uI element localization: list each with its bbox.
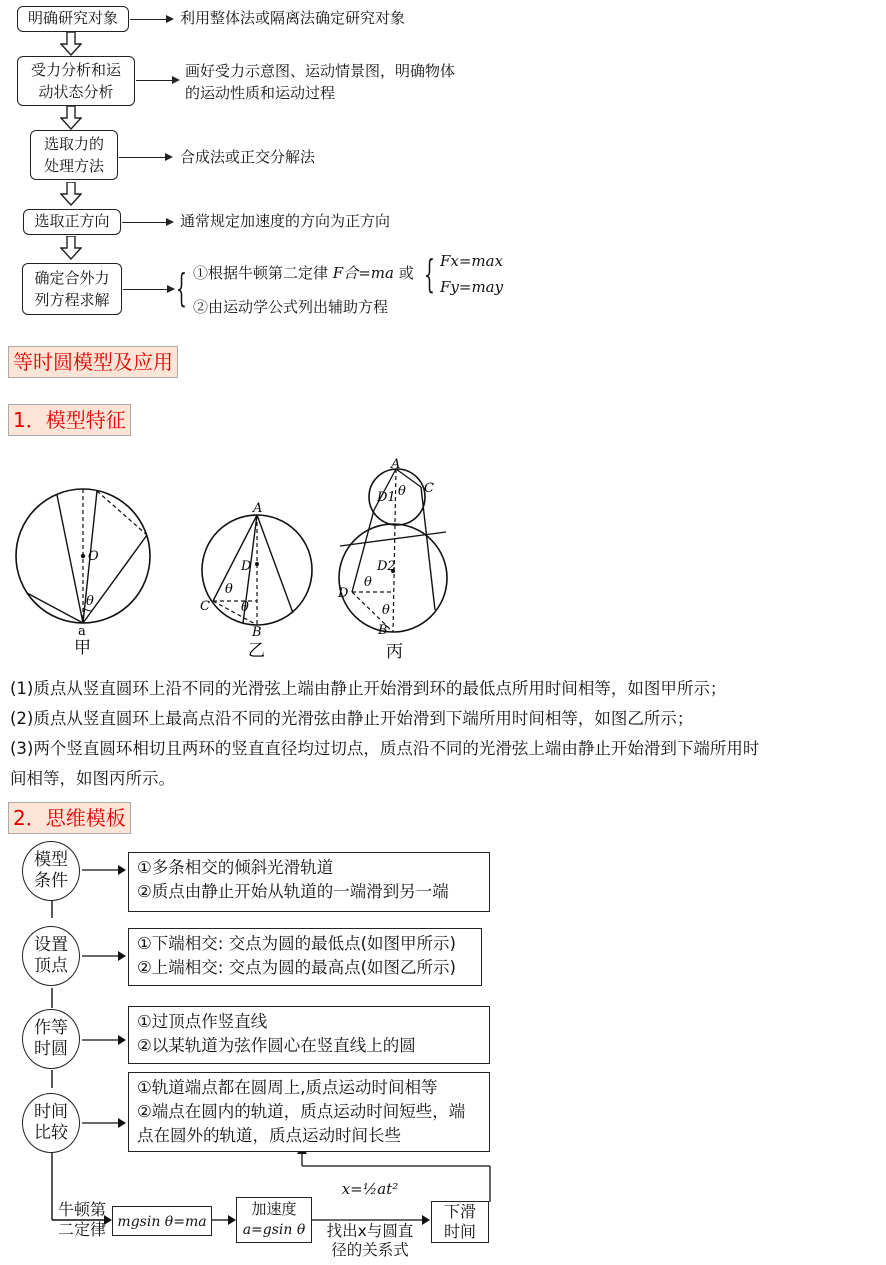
flow-step-identify-object: 明确研究对象: [17, 6, 129, 32]
flow-step-method: [30, 130, 118, 180]
section-title: 等时圆模型及应用: [8, 346, 178, 378]
label-line: 找出x与圆直: [326, 1222, 414, 1240]
label-D: D: [241, 559, 252, 574]
box-line: ②质点由静止开始从轨道的一端滑到另一端: [137, 882, 449, 901]
box-line: 时间: [443, 1222, 476, 1241]
box-line: 加速度: [251, 1200, 297, 1218]
node-set-vertex: [22, 926, 80, 986]
label-line: 牛顿第: [57, 1200, 106, 1219]
label-A: A: [253, 501, 263, 516]
caption-bing: 丙: [386, 642, 403, 662]
label-newton-law: [52, 1200, 112, 1240]
flow-arrow: [123, 289, 173, 290]
figure-jia: [16, 489, 150, 658]
flow-step-direction: 选取正方向: [23, 209, 121, 235]
flow-step-equations: [22, 263, 122, 315]
node-line: 比较: [34, 1123, 68, 1143]
label-D2: D2: [377, 559, 396, 574]
step-line: 处理方法: [43, 157, 104, 175]
flow-arrow: [136, 80, 178, 81]
step-line: 受力分析和运: [30, 61, 121, 79]
label-kinematic-eq: x=½at²: [341, 1180, 399, 1198]
label-theta: θ: [86, 594, 94, 609]
hollow-down-arrow-icon: [60, 32, 82, 56]
brace-left: {: [424, 252, 435, 296]
flow-arrow: [122, 222, 172, 223]
label-O: O: [88, 549, 99, 564]
box-compare-time: [128, 1072, 490, 1152]
paragraph-line: (3)两个竖直圆环相切且两环的竖直直径均过切点，质点沿不同的光滑弦上端由静止开始滑到下端所用时: [10, 739, 760, 758]
label-line: 二定律: [57, 1220, 106, 1239]
box-line: a=gsin θ: [242, 1222, 306, 1238]
figure-bing: [337, 457, 447, 662]
box-equation: mgsin θ=ma: [112, 1206, 212, 1236]
node-line: 设置: [34, 935, 68, 955]
label-D: D: [338, 586, 349, 601]
label-line: 径的关系式: [331, 1241, 409, 1259]
paragraph-line: 间相等，如图丙所示。: [10, 769, 175, 788]
label-B: B: [252, 625, 262, 640]
label-theta: θ: [225, 582, 233, 597]
label-theta: θ: [398, 484, 406, 499]
flow-arrow: [130, 19, 172, 20]
hollow-down-arrow-icon: [60, 106, 82, 130]
paragraph-1: (1)质点从竖直圆环上沿不同的光滑弦上端由静止开始滑到环的最低点所用时间相等，如图甲所示；: [10, 679, 727, 698]
label-a: a: [78, 624, 86, 639]
node-line: 时间: [34, 1102, 68, 1122]
box-line: ②端点在圆内的轨道，质点运动时间短些，端: [137, 1102, 466, 1121]
label-D1: D1: [377, 490, 396, 505]
box-line: ②以某轨道为弦作圆心在竖直线上的圆: [137, 1036, 416, 1055]
node-line: 作等: [34, 1018, 68, 1038]
node-line: 条件: [34, 871, 68, 891]
caption-yi: 乙: [248, 641, 265, 661]
node-model-condition: [22, 841, 80, 901]
flow-note: 通常规定加速度的方向为正方向: [180, 212, 391, 230]
hollow-down-arrow-icon: [60, 182, 82, 206]
hollow-down-arrow-icon: [60, 236, 82, 260]
box-line: ①多条相交的倾斜光滑轨道: [137, 858, 334, 877]
figure-yi: [200, 501, 312, 661]
node-line: 顶点: [34, 956, 68, 976]
flow-arrow: [119, 157, 171, 158]
flow-note: [193, 262, 414, 284]
step-line: 确定合外力: [34, 269, 110, 287]
label-theta: θ: [364, 575, 372, 590]
label-A-top: A: [391, 457, 401, 472]
formula-fy: Fy=may: [440, 278, 504, 296]
label-theta: θ: [382, 603, 390, 618]
note-text: 或: [398, 264, 414, 282]
subsection-title-features: 1．模型特征: [8, 404, 131, 436]
flow-note: 画好受力示意图、运动情景图，明确物体: [185, 62, 456, 80]
brace-left: {: [176, 266, 187, 310]
node-draw-circle: [22, 1009, 80, 1069]
flow-note: ②由运动学公式列出辅助方程: [193, 298, 389, 316]
label-find-relation: [318, 1222, 422, 1260]
paragraph-2: (2)质点从竖直圆环上最高点沿不同的光滑弦由静止开始滑到下端所用时间相等，如图乙所示；: [10, 709, 694, 728]
step-line: 动状态分析: [38, 83, 114, 101]
step-line: 列方程求解: [34, 291, 110, 309]
box-line: ①过顶点作竖直线: [137, 1012, 268, 1031]
paragraph-3: [10, 734, 880, 794]
note-text: ①根据牛顿第二定律: [193, 264, 329, 282]
box-model-condition: [128, 852, 490, 912]
node-line: 时圆: [34, 1039, 68, 1059]
box-line: 点在圆外的轨道，质点运动时间长些: [137, 1126, 401, 1145]
figure-isochronous-circles: [0, 450, 886, 670]
subsection-title-template: 2．思维模板: [8, 802, 131, 834]
flow-step-force-analysis: [17, 56, 135, 106]
step-line: 选取力的: [43, 135, 104, 153]
formula: F合=ma: [332, 264, 394, 282]
node-line: 模型: [34, 850, 68, 870]
flow-note: 利用整体法或隔离法确定研究对象: [180, 9, 406, 27]
caption-jia: 甲: [74, 638, 91, 658]
flow-note: 的运动性质和运动过程: [185, 84, 336, 102]
box-draw-circle: [128, 1006, 490, 1064]
box-line: ①轨道端点都在圆周上,质点运动时间相等: [137, 1078, 438, 1097]
box-line: 下滑: [443, 1202, 476, 1221]
label-C: C: [424, 481, 434, 496]
label-C: C: [200, 599, 210, 614]
box-line: ②上端相交: 交点为圆的最高点(如图乙所示): [137, 958, 456, 977]
formula-fx: Fx=max: [440, 252, 504, 270]
box-slide-time: [431, 1201, 489, 1243]
box-acceleration: [236, 1197, 312, 1243]
node-compare-time: [22, 1093, 80, 1153]
label-B: B: [378, 623, 388, 638]
label-theta: θ: [241, 600, 249, 615]
flow-note: 合成法或正交分解法: [180, 148, 316, 166]
box-set-vertex: [128, 928, 482, 986]
box-line: ①下端相交: 交点为圆的最低点(如图甲所示): [137, 934, 456, 953]
